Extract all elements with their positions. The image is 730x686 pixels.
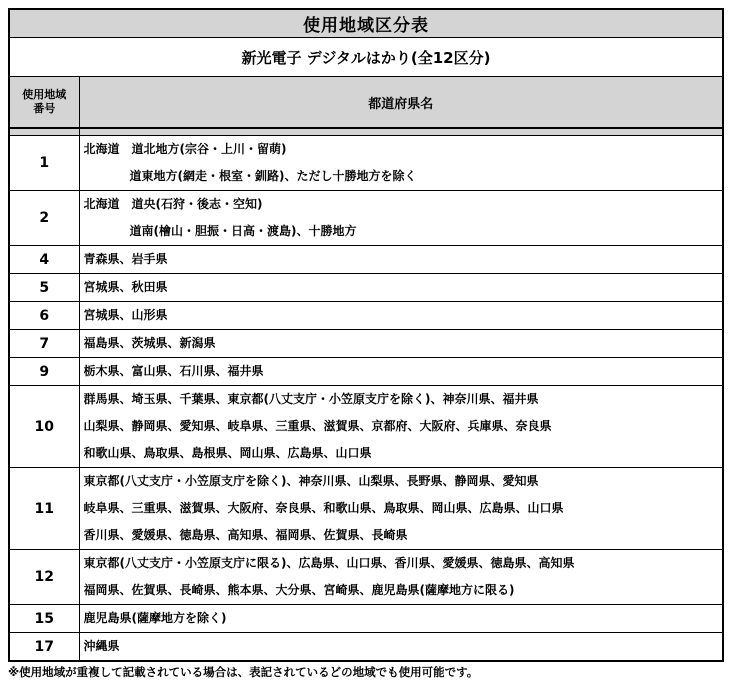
prefecture-line: 和歌山県、鳥取県、島根県、岡山県、広島県、山口県 — [83, 446, 372, 460]
area-classification-sheet — [8, 8, 722, 680]
area-number-cell: 1 — [9, 136, 79, 191]
title-row — [9, 9, 723, 38]
prefectures-cell — [79, 468, 723, 550]
table-row — [9, 191, 723, 246]
area-number-cell: 2 — [9, 191, 79, 246]
table-row — [9, 302, 723, 330]
area-number-cell: 6 — [9, 302, 79, 330]
area-number-cell: 15 — [9, 605, 79, 633]
table-row — [9, 605, 723, 633]
area-classification-table — [8, 8, 724, 662]
table-row — [9, 274, 723, 302]
prefectures-cell — [79, 386, 723, 468]
prefecture-line: 香川県、愛媛県、徳島県、高知県、福岡県、佐賀県、長崎県 — [83, 528, 408, 542]
area-number-cell: 11 — [9, 468, 79, 550]
prefectures-cell — [79, 302, 723, 330]
prefecture-line: 東京都(八丈支庁・小笠原支庁を除く)、神奈川県、山梨県、長野県、静岡県、愛知県 — [83, 474, 539, 488]
column-header-area-number — [9, 77, 79, 129]
prefecture-line: 東京都(八丈支庁・小笠原支庁に限る)、広島県、山口県、香川県、愛媛県、徳島県、高知県 — [83, 556, 575, 570]
table-row — [9, 468, 723, 550]
area-number-cell: 4 — [9, 246, 79, 274]
area-number-header-text: 使用地域 番号 — [22, 88, 67, 115]
table-row — [9, 136, 723, 191]
footnote: ※使用地域が重複して記載されている場合は、表記されているどの地域でも使用可能です。 — [8, 665, 479, 679]
spacer-cell — [9, 128, 79, 136]
prefectures-cell — [79, 136, 723, 191]
prefecture-line: 道南(檜山・胆振・日高・渡島)、十勝地方 — [129, 224, 357, 238]
table-row — [9, 386, 723, 468]
prefecture-line: 北海道 道央(石狩・後志・空知) — [83, 197, 263, 211]
prefecture-line: 宮城県、秋田県 — [83, 280, 168, 294]
area-number-cell: 17 — [9, 633, 79, 662]
column-header-prefectures: 都道府県名 — [79, 77, 723, 129]
table-row — [9, 358, 723, 386]
prefecture-line: 鹿児島県(薩摩地方を除く) — [83, 611, 227, 625]
column-header-row — [9, 77, 723, 129]
prefecture-line: 福岡県、佐賀県、長崎県、熊本県、大分県、宮崎県、鹿児島県(薩摩地方に限る) — [83, 583, 515, 597]
prefecture-line: 群馬県、埼玉県、千葉県、東京都(八丈支庁・小笠原支庁を除く)、神奈川県、福井県 — [83, 392, 539, 406]
prefecture-line: 青森県、岩手県 — [83, 252, 168, 266]
table-row — [9, 246, 723, 274]
prefecture-line: 岐阜県、三重県、滋賀県、大阪府、奈良県、和歌山県、鳥取県、岡山県、広島県、山口県 — [83, 501, 564, 515]
area-number-cell: 12 — [9, 550, 79, 605]
subtitle-row — [9, 38, 723, 77]
prefectures-cell — [79, 274, 723, 302]
table-subtitle: 新光電子 デジタルはかり(全12区分) — [9, 38, 723, 77]
area-number-cell: 9 — [9, 358, 79, 386]
prefecture-line: 北海道 道北地方(宗谷・上川・留萌) — [83, 142, 287, 156]
table-row — [9, 330, 723, 358]
prefectures-cell — [79, 191, 723, 246]
table-body — [9, 136, 723, 662]
area-number-cell: 7 — [9, 330, 79, 358]
prefectures-cell — [79, 358, 723, 386]
prefectures-cell — [79, 633, 723, 662]
prefecture-line: 福島県、茨城県、新潟県 — [83, 336, 216, 350]
prefecture-line: 道東地方(網走・根室・釧路)、ただし十勝地方を除く — [129, 169, 417, 183]
prefectures-cell — [79, 605, 723, 633]
prefectures-cell — [79, 246, 723, 274]
area-number-cell: 5 — [9, 274, 79, 302]
table-title: 使用地域区分表 — [9, 9, 723, 38]
area-number-cell: 10 — [9, 386, 79, 468]
table-row — [9, 633, 723, 662]
spacer-cell — [79, 128, 723, 136]
header-spacer-row — [9, 128, 723, 136]
table-row — [9, 550, 723, 605]
prefecture-line: 沖縄県 — [83, 639, 120, 653]
prefecture-line: 栃木県、富山県、石川県、福井県 — [83, 364, 264, 378]
prefectures-cell — [79, 550, 723, 605]
prefectures-cell — [79, 330, 723, 358]
prefecture-line: 宮城県、山形県 — [83, 308, 168, 322]
prefecture-line: 山梨県、静岡県、愛知県、岐阜県、三重県、滋賀県、京都府、大阪府、兵庫県、奈良県 — [83, 419, 552, 433]
